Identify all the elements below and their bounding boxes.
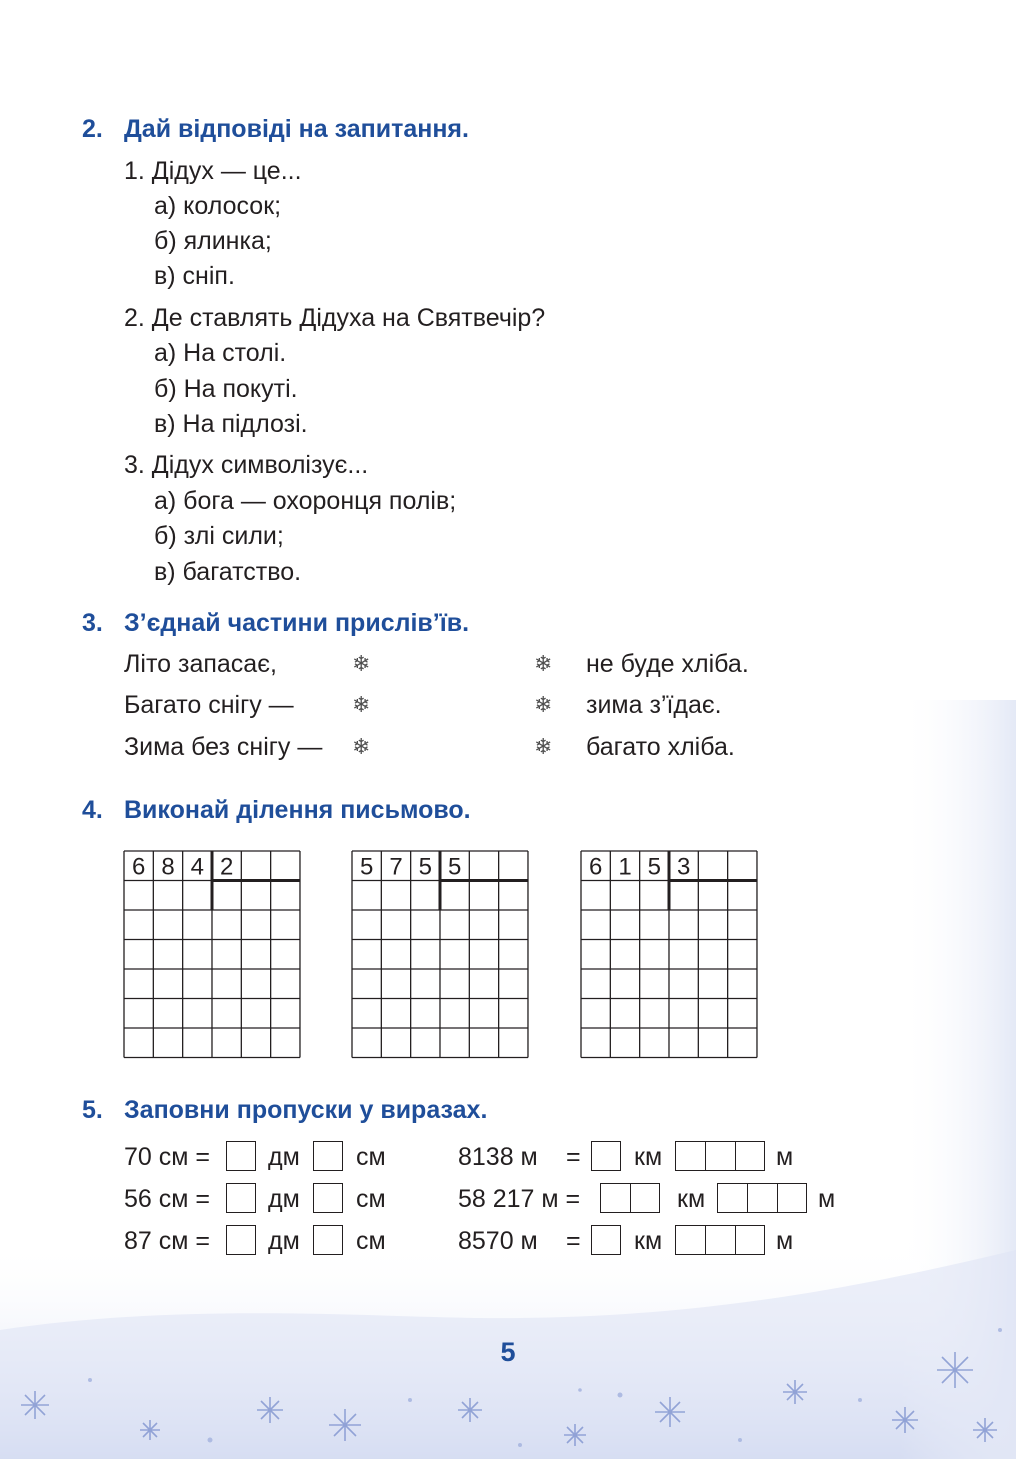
answer-option: б) На покуті. (154, 375, 298, 403)
expression-value: 70 см = (124, 1143, 210, 1171)
expression-value: 87 см = (124, 1227, 210, 1255)
task3-title: З’єднай частини прислів’їв. (124, 609, 470, 637)
answer-box-dm[interactable] (226, 1183, 256, 1213)
unit-label: см (356, 1143, 386, 1171)
unit-label: см (356, 1185, 386, 1213)
unit-label: км (634, 1143, 663, 1171)
answer-option: а) На столі. (154, 339, 287, 367)
proverb-end: зима з’їдає. (586, 691, 722, 719)
answer-option: а) колосок; (154, 192, 282, 220)
answer-box-km[interactable] (591, 1141, 621, 1171)
question-3: 3. Дідух символізує... (124, 451, 369, 479)
division-grid-2[interactable] (351, 850, 531, 1060)
division-grid-3[interactable] (580, 850, 760, 1060)
dividend-digit: 1 (618, 853, 632, 881)
snowflake-icon[interactable]: ❄ (534, 692, 553, 717)
proverb-start: Багато снігу — (124, 691, 294, 719)
unit-label: дм (268, 1143, 300, 1171)
task3-number: 3. (82, 609, 103, 637)
answer-option: в) На підлозі. (154, 410, 308, 438)
expression-value: 8570 м (458, 1227, 538, 1255)
answer-box-dm[interactable] (226, 1225, 256, 1255)
dividend-digit: 5 (359, 853, 374, 881)
answer-box-cm[interactable] (313, 1225, 343, 1255)
task2-number: 2. (82, 115, 103, 143)
proverb-end: не буде хліба. (586, 650, 749, 678)
answer-box-dm[interactable] (226, 1141, 256, 1171)
unit-label: м (776, 1227, 794, 1255)
answer-option: в) багатство. (154, 558, 302, 586)
unit-label: м (818, 1185, 836, 1213)
snowflake-icon[interactable]: ❄ (534, 734, 553, 759)
answer-box-m[interactable] (675, 1141, 765, 1171)
dividend-digit: 6 (131, 853, 146, 881)
answer-box-m[interactable] (717, 1183, 807, 1213)
task4-title: Виконай ділення письмово. (124, 796, 471, 824)
proverb-start: Літо запасає, (124, 650, 277, 678)
expression-value: 58 217 м = (458, 1185, 581, 1213)
unit-label: дм (268, 1185, 300, 1213)
unit-label: дм (268, 1227, 300, 1255)
unit-label: см (356, 1227, 386, 1255)
unit-label: км (677, 1185, 706, 1213)
question-2: 2. Де ставлять Дідуха на Святвечір? (124, 304, 546, 332)
unit-label: км (634, 1227, 663, 1255)
answer-box-cm[interactable] (313, 1141, 343, 1171)
expression-value: 8138 м (458, 1143, 538, 1171)
page-number: 5 (500, 1337, 516, 1367)
dividend-digit: 4 (190, 853, 205, 881)
equals-sign: = (566, 1143, 581, 1171)
snowflake-icon[interactable]: ❄ (352, 734, 371, 759)
task5-number: 5. (82, 1096, 103, 1124)
snowflake-icon[interactable]: ❄ (352, 692, 371, 717)
answer-option: в) сніп. (154, 262, 235, 290)
divisor-digit: 2 (219, 853, 234, 881)
answer-option: б) злі сили; (154, 522, 284, 550)
dividend-digit: 8 (161, 853, 175, 881)
equals-sign: = (566, 1227, 581, 1255)
question-1: 1. Дідух — це... (124, 157, 302, 185)
dividend-digit: 7 (389, 853, 403, 881)
expression-value: 56 см = (124, 1185, 210, 1213)
answer-box-m[interactable] (675, 1225, 765, 1255)
division-grid-1[interactable] (123, 850, 303, 1060)
divisor-digit: 5 (447, 853, 462, 881)
answer-box-cm[interactable] (313, 1183, 343, 1213)
task4-number: 4. (82, 796, 103, 824)
snowflake-icon[interactable]: ❄ (352, 651, 371, 676)
answer-box-km[interactable] (591, 1225, 621, 1255)
task2-title: Дай відповіді на запитання. (124, 115, 469, 143)
unit-label: м (776, 1143, 794, 1171)
dividend-digit: 6 (588, 853, 603, 881)
dividend-digit: 5 (418, 853, 433, 881)
dividend-digit: 5 (647, 853, 662, 881)
answer-box-km[interactable] (600, 1183, 660, 1213)
answer-option: б) ялинка; (154, 227, 272, 255)
divisor-digit: 3 (676, 853, 691, 881)
proverb-start: Зима без снігу — (124, 733, 323, 761)
proverb-end: багато хліба. (586, 733, 735, 761)
snowflake-icon[interactable]: ❄ (534, 651, 553, 676)
task5-title: Заповни пропуски у виразах. (124, 1096, 488, 1124)
answer-option: а) бога — охоронця полів; (154, 487, 457, 515)
